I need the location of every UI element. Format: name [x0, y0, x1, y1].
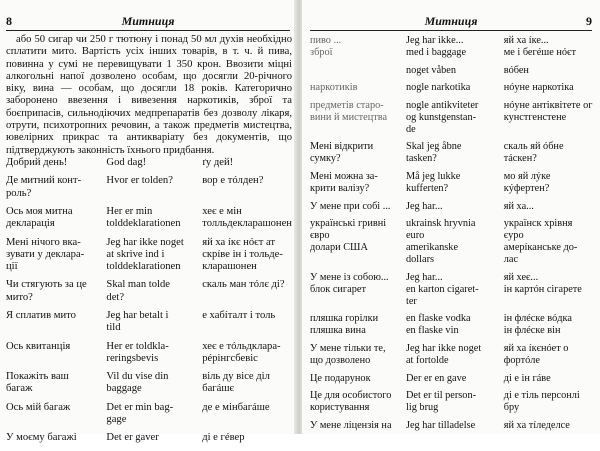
ukrainian-phrase: Мені нічого вка- зувати у деклара- ції [6, 236, 85, 272]
transliteration: нóуне антіквітете ог кунстгенстене [503, 99, 593, 123]
norwegian-phrase: Det er til person- lig brug [405, 390, 477, 414]
phrase-row [6, 341, 294, 372]
transliteration: хеє е мін толльдекларашонен [202, 205, 292, 230]
ukrainian-phrase: пляшка горілки пляшка вина [310, 313, 379, 337]
norwegian-phrase: Her er min tolddeklarationen [106, 205, 181, 230]
phrase-row [310, 272, 598, 314]
norwegian-phrase: Jeg har ikke noget at skrive ind i tolddeklarationen [106, 236, 184, 272]
transliteration: українск хрівня єуро амерíканське до- лас [503, 218, 578, 266]
ukrainian-phrase: Мені можна за- крити валізу? [310, 170, 378, 194]
phrase-row [310, 201, 598, 219]
ukrainian-phrase: Ось мій багаж [6, 401, 71, 413]
phrase-row [310, 141, 598, 171]
phrase-row [310, 313, 598, 343]
transliteration: ді е тіль персонлі бру [503, 390, 580, 414]
norwegian-phrase: Jeg har... en karton cigaret- ter [405, 271, 479, 307]
transliteration: яй ха... [503, 200, 534, 212]
phrase-row [310, 390, 598, 420]
norwegian-phrase: ukrainsk hryvnia euro amerikanske dollars [405, 218, 476, 266]
ukrainian-phrase: Ось квитанція [6, 340, 71, 352]
transliteration: ґу дей! [202, 157, 234, 168]
ukrainian-phrase: Де митний конт- роль? [6, 175, 82, 199]
norwegian-phrase: Må jeg lukke kufferten? [405, 170, 461, 194]
transliteration: віль ду віcе діл багáшє [202, 371, 270, 395]
norwegian-phrase: Der er en gave [405, 372, 467, 384]
right-page [302, 0, 600, 434]
intro-text: або 50 сигар чи 250 г тютюну і понад 50 мл духів необхідно сплатити мито. Вартість усіх інших товарів, в т. ч. й пива, повинна у сумі не перевищувати 1 350 крон. Ввозити міцні алкогольні напої дозволено особам, що досягли 20-річного віку, вина — особам, що досягли 18 років. Категорично заборонено ввезення і вивезення наркотиків, зброї та боєприпасів, сильнодіючих медпрепаратів без дозволу лікаря, отрути, психотропних речовин, а також предметів мистецтва, ювелірних прикрас та антикваріату без документів, що підтверджують законність їхнього придбання. [6, 34, 292, 156]
left-page [0, 0, 296, 444]
ukrainian-phrase: Чи стягують за це мито? [6, 279, 87, 303]
phrase-row [6, 371, 294, 402]
ukrainian-phrase: У моєму багажі [6, 432, 77, 444]
norwegian-phrase: Jeg har ikke noget at fortolde [405, 342, 482, 366]
ukrainian-phrase: У мене при собі ... [310, 200, 391, 212]
transliteration: яй ха íкє нóєт ат скрíве ін і тольде- кларашонен [202, 236, 283, 272]
ukrainian-phrase: Це подарунок [310, 372, 371, 384]
norwegian-phrase: Vil du vise din baggage [106, 371, 169, 395]
ukrainian-phrase: У мене тільки те, що дозволено [310, 342, 386, 366]
ukrainian-phrase: Я сплатив мито [6, 309, 76, 321]
phrase-row [310, 218, 598, 272]
norwegian-phrase: Jeg har tilladelse [405, 419, 476, 431]
norwegian-phrase: Her er toldkla- reringsbevis [106, 340, 169, 364]
phrase-row [310, 420, 598, 438]
ukrainian-phrase: Мені відкрити сумку? [310, 141, 374, 165]
transliteration: вóбен [503, 64, 529, 76]
page-title-right: Митниця [424, 14, 478, 28]
norwegian-phrase: Jeg har betalt i tild [106, 309, 169, 334]
transliteration: нóуне наркотіка [503, 82, 574, 94]
phrase-row [310, 82, 598, 100]
ukrainian-phrase: Добрий день! [6, 157, 68, 168]
norwegian-phrase: Hvor er tolden? [106, 175, 173, 187]
phrase-table-right [310, 35, 598, 437]
phrase-row [310, 65, 598, 83]
transliteration: скаль ман тóлє ді? [202, 279, 285, 291]
ukrainian-phrase: пиво ... зброї [310, 35, 342, 58]
norwegian-phrase: Jeg har... [405, 200, 443, 212]
phrase-row [6, 310, 294, 341]
right-page-header [310, 14, 592, 31]
phrase-row [6, 157, 294, 175]
ukrainian-phrase: наркотиків [310, 82, 358, 94]
norwegian-phrase: Det er gaver [106, 432, 159, 444]
transliteration: яй хеє... ін картóн сігарете [503, 271, 582, 295]
intro-paragraph [6, 34, 292, 157]
transliteration: мо яй лýке кýфертен? [503, 170, 551, 194]
transliteration: хеє е тóльдклара- рéрінгсбевіс [202, 340, 281, 364]
ukrainian-phrase: українські гривні євро долари США [310, 218, 387, 254]
transliteration: скаль яй óбне тáскен? [503, 141, 564, 165]
phrase-row [6, 175, 294, 206]
transliteration: е хабíталт і толь [202, 309, 276, 321]
norwegian-phrase: Skal man tolde det? [106, 279, 170, 303]
transliteration: де е мінбагáше [202, 401, 270, 413]
ukrainian-phrase: Це для особистого користування [310, 390, 392, 414]
page-number-right: 9 [586, 14, 592, 28]
phrase-table-left [6, 157, 294, 451]
phrase-row [6, 206, 294, 237]
ukrainian-phrase: У мене із собою... блок сигарет [310, 271, 389, 295]
norwegian-phrase: Skal jeg åbne tasken? [405, 141, 462, 165]
norwegian-phrase: noget våben [405, 64, 457, 76]
ukrainian-phrase: предметів старо- вини й мистецтва [310, 99, 388, 123]
phrase-row [310, 171, 598, 201]
left-page-header [6, 14, 290, 31]
phrase-row [310, 35, 598, 65]
page-title-left: Митниця [121, 14, 175, 28]
phrase-row [310, 373, 598, 391]
norwegian-phrase: Det er min bag- gage [106, 401, 174, 425]
ukrainian-phrase: Ось моя митна декларація [6, 205, 73, 230]
transliteration: яй ха íке... ме і бегéше нóєт [503, 35, 576, 58]
phrase-row [6, 279, 294, 310]
transliteration: ін флéске вóдка ін флéске він [503, 313, 572, 337]
phrase-row [6, 237, 294, 280]
transliteration: яй ха íкєнóет о фортóле [503, 342, 569, 366]
phrase-row [6, 402, 294, 433]
ukrainian-phrase: У мене ліцензія на [310, 419, 392, 431]
phrase-row [310, 100, 598, 142]
phrase-row [6, 432, 294, 450]
transliteration: ді е гéвер [202, 432, 245, 444]
ukrainian-phrase [310, 65, 406, 83]
transliteration: ді е ін гáве [503, 372, 551, 384]
transliteration: вор е тóлден? [202, 175, 264, 187]
norwegian-phrase: nogle antikviteter og kunstgenstan- de [405, 99, 479, 135]
phrase-row [310, 343, 598, 373]
norwegian-phrase: God dag! [106, 157, 147, 168]
norwegian-phrase: en flaske vodka en flaske vin [405, 313, 471, 337]
transliteration: яй ха тíледелсе [503, 419, 570, 431]
norwegian-phrase: nogle narkotika [405, 82, 471, 94]
norwegian-phrase: Jeg har ikke... med i baggage [405, 35, 467, 58]
ukrainian-phrase: Покажіть ваш багаж [6, 371, 69, 395]
page-number-left: 8 [6, 14, 12, 28]
